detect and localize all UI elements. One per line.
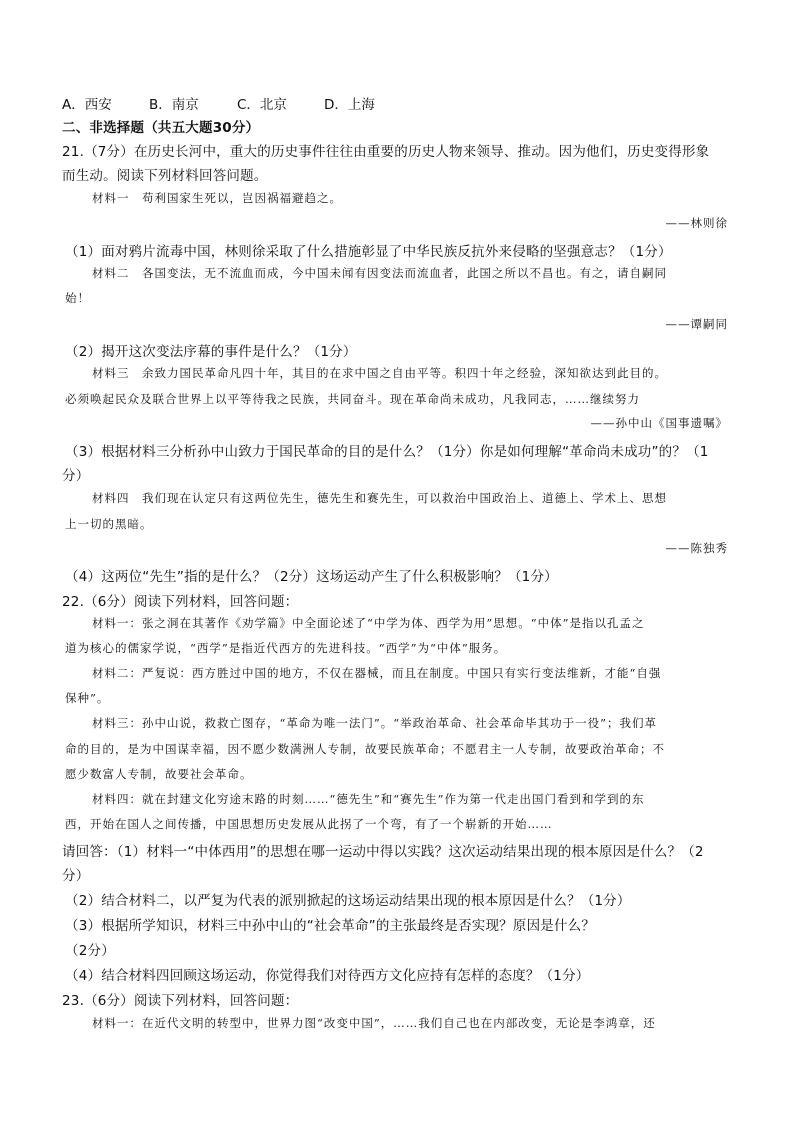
option-a: A．西安 xyxy=(62,97,112,113)
q21-material-3-cont: 必须唤起民众及联合世界上以平等待我之民族，共同奋斗。现在革命尚未成功，凡我同志，……继续努力 xyxy=(65,392,640,406)
q21-intro-cont: 而生动。阅读下列材料回答问题。 xyxy=(62,168,268,184)
q21-intro: 21.（7分）在历史长河中，重大的历史事件往往由重要的历史人物来领导、推动。因为他们，历史变得形象 xyxy=(62,144,710,160)
q22-material-3: 材料三：孙中山说，救救亡图存，“革命为唯一法门”。“举政治革命、社会革命毕其功于一役”；我们革 xyxy=(92,716,658,730)
q21-material-1-source: ——林则徐 xyxy=(665,216,728,230)
q21-material-4-source: ——陈独秀 xyxy=(665,541,728,555)
q21-material-4: 材料四 我们现在认定只有这两位先生，德先生和赛先生，可以救治中国政治上、道德上、学术上、思想 xyxy=(92,491,667,505)
q21-material-3-source: ——孙中山《国事遗嘱》 xyxy=(590,416,728,430)
q22-material-4-cont: 西，开始在国人之间传播，中国思想历史发展从此拐了一个弯，有了一个崭新的开始…… xyxy=(65,817,553,831)
q22-part-2: （2）结合材料二，以严复为代表的派别掀起的这场运动结果出现的根本原因是什么？（1分） xyxy=(65,893,631,909)
q22-part-1: 请回答：（1）材料一“中体西用”的思想在哪一运动中得以实践？这次运动结果出现的根本原因是什么？（2 xyxy=(62,844,704,860)
q22-part-1-cont: 分） xyxy=(62,868,90,884)
q23-material-1: 材料一：在近代文明的转型中，世界力图“改变中国”，……我们自己也在内部改变，无论是李鸿章，还 xyxy=(92,1016,656,1030)
section-title: 二、非选择题（共五大题30分） xyxy=(62,120,260,136)
q21-material-1: 材料一 苟利国家生死以，岂因祸福避趋之。 xyxy=(92,191,342,205)
q23-intro: 23.（6分）阅读下列材料，回答问题： xyxy=(62,993,299,1009)
q22-material-2: 材料二：严复说：西方胜过中国的地方，不仅在器械，而且在制度。中国只有实行变法维新，才能“自强 xyxy=(92,666,662,680)
q21-part-1: （1）面对鸦片流毒中国，林则徐采取了什么措施彰显了中华民族反抗外来侵略的坚强意志？（1分） xyxy=(65,244,672,260)
q21-material-2-source: ——谭嗣同 xyxy=(665,317,728,331)
answer-options xyxy=(62,93,375,113)
q21-material-2-cont: 始！ xyxy=(65,291,90,305)
q22-intro: 22.（6分）阅读下列材料，回答问题： xyxy=(62,594,299,610)
q22-material-1-cont: 道为核心的儒家学说，“西学”是指近代西方的先进科技。“西学”为“中体”服务。 xyxy=(65,641,507,655)
q21-part-3-cont: 分） xyxy=(62,468,90,484)
q21-part-2: （2）揭开这次变法序幕的事件是什么？（1分） xyxy=(65,344,357,360)
q22-material-4: 材料四：就在封建文化穷途末路的时刻……“德先生”和“赛先生”作为第一代走出国门看到和学到的东 xyxy=(92,792,645,806)
option-d: D．上海 xyxy=(324,97,375,113)
q22-material-3-cont-2: 愿少数富人专制，故要社会革命。 xyxy=(65,767,253,781)
q21-material-4-cont: 上一切的黑暗。 xyxy=(65,517,153,531)
q22-material-2-cont: 保种”。 xyxy=(65,691,110,705)
q21-material-2: 材料二 各国变法，无不流血而成，今中国未闻有因变法而流血者，此国之所以不昌也。有之，请自嗣同 xyxy=(92,266,667,280)
option-b: B．南京 xyxy=(149,97,199,113)
q22-part-3-cont: （2分） xyxy=(65,943,115,959)
q22-material-1: 材料一：张之洞在其著作《劝学篇》中全面论述了“中学为体、西学为用”思想。“中体”是指以孔孟之 xyxy=(92,616,645,630)
q21-material-3: 材料三 余致力国民革命凡四十年，其目的在求中国之自由平等。积四十年之经验，深知欲达到此目的。 xyxy=(92,366,667,380)
q22-material-3-cont: 命的目的，是为中国谋幸福，因不愿少数满洲人专制，故要民族革命；不愿君主一人专制，故要政治革命；不 xyxy=(65,742,665,756)
q22-part-3: （3）根据所学知识，材料三中孙中山的“社会革命”的主张最终是否实现？原因是什么？ xyxy=(65,918,596,934)
option-c: C．北京 xyxy=(237,97,287,113)
q21-part-4: （4）这两位“先生”指的是什么？（2分）这场运动产生了什么积极影响？（1分） xyxy=(65,569,558,585)
q21-part-3: （3）根据材料三分析孙中山致力于国民革命的目的是什么？（1分）你是如何理解“革命尚未成功”的？（1 xyxy=(65,444,709,460)
q22-part-4: （4）结合材料四回顾这场运动，你觉得我们对待西方文化应持有怎样的态度？（1分） xyxy=(65,968,590,984)
